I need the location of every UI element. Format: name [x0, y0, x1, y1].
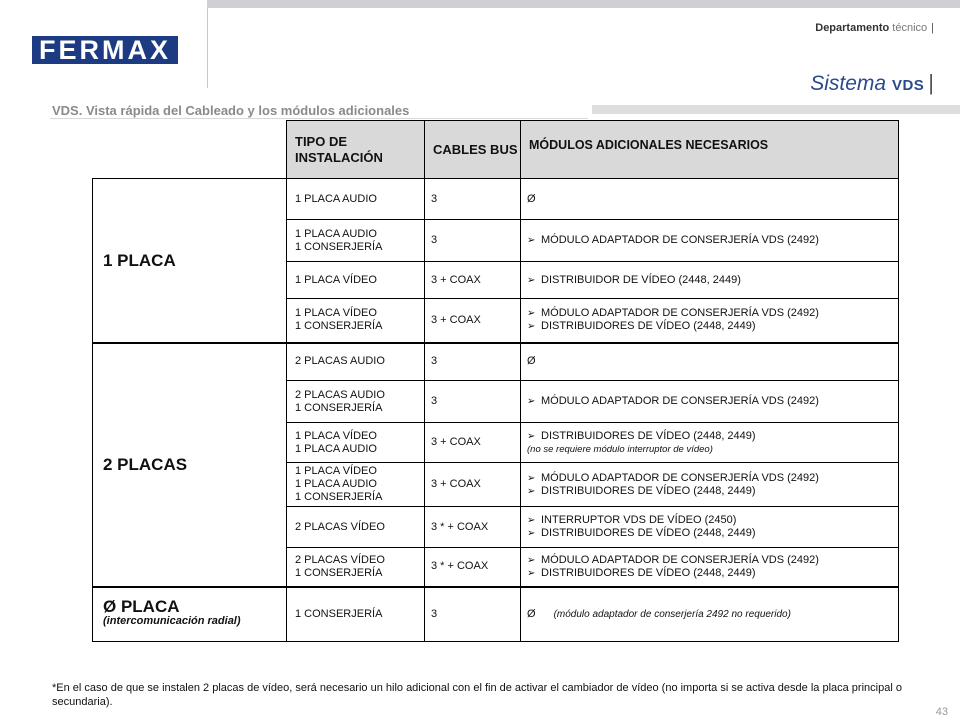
tipo-line: 1 PLACA VÍDEO — [295, 273, 377, 286]
tipo-cell — [287, 381, 425, 423]
dept-rest: técnico — [892, 22, 928, 34]
tipo-cell — [287, 507, 425, 548]
tipo-line: 1 PLACA AUDIO — [295, 442, 377, 455]
tipo-line: 2 PLACAS AUDIO — [295, 388, 385, 401]
arrow-bullet-icon: ➢ — [527, 274, 536, 286]
logo-separator — [207, 8, 208, 88]
arrow-bullet-icon: ➢ — [527, 554, 536, 566]
tipo-line: 1 PLACA VÍDEO — [295, 429, 377, 442]
modulo-text: DISTRIBUIDORES DE VÍDEO (2448, 2449) — [541, 566, 756, 579]
group-sublabel: (intercomunicación radial) — [103, 615, 241, 628]
row-note: (no se requiere módulo interruptor de vídeo) — [527, 443, 713, 455]
modulo-text: MÓDULO ADAPTADOR DE CONSERJERÍA VDS (2492) — [541, 395, 819, 407]
modulos-cell — [521, 507, 899, 548]
modulo-line — [527, 472, 898, 485]
tipo-cell — [287, 262, 425, 299]
modulos-cell — [521, 463, 899, 507]
modulo-text: MÓDULO ADAPTADOR DE CONSERJERÍA VDS (2492) — [541, 553, 819, 566]
modulos-cell — [521, 299, 899, 343]
modulo-line — [527, 554, 898, 567]
tipo-cell — [287, 423, 425, 463]
modulos-cell — [521, 548, 899, 587]
modulo-text: Ø — [527, 607, 536, 620]
tipo-line: 1 CONSERJERÍA — [295, 401, 383, 414]
tipo-line: 1 CONSERJERÍA — [295, 607, 383, 620]
tipo-line: 1 PLACA VÍDEO — [295, 465, 377, 477]
modulos-cell — [521, 220, 899, 262]
modulo-text: MÓDULO ADAPTADOR DE CONSERJERÍA VDS (2492) — [541, 471, 819, 484]
page-subtitle: VDS. Vista rápida del Cableado y los módulos adicionales — [52, 103, 410, 118]
arrow-bullet-icon: ➢ — [527, 567, 536, 579]
tipo-line: 1 CONSERJERÍA — [295, 320, 383, 333]
cables-cell: 3 — [425, 587, 521, 642]
tipo-line: 2 PLACAS AUDIO — [295, 355, 385, 368]
modulos-cell — [521, 381, 899, 423]
header-cables: CABLES BUS — [425, 121, 521, 179]
table-row — [93, 587, 899, 642]
arrow-bullet-icon: ➢ — [527, 396, 536, 407]
table-row — [93, 343, 899, 381]
table-header-row — [93, 121, 899, 179]
cables-cell: 3 — [425, 220, 521, 262]
group-cell — [93, 587, 287, 642]
modulo-line — [527, 430, 898, 443]
modulo-text: DISTRIBUIDORES DE VÍDEO (2448, 2449) — [541, 320, 756, 333]
modulo-text: INTERRUPTOR VDS DE VÍDEO (2450) — [541, 514, 737, 526]
modulo-line — [527, 274, 898, 287]
modulo-line — [527, 608, 898, 621]
modulo-text: Ø — [527, 192, 536, 205]
tipo-line: 1 PLACA AUDIO — [295, 478, 377, 490]
modulos-cell — [521, 423, 899, 463]
subtitle-underline — [50, 118, 588, 119]
sistema-title: Sistema VDS | — [810, 70, 934, 95]
tipo-cell — [287, 343, 425, 381]
tipo-line: 2 PLACAS VÍDEO — [295, 520, 385, 533]
cables-cell: 3 * + COAX — [425, 548, 521, 587]
arrow-bullet-icon: ➢ — [527, 528, 536, 539]
tipo-line: 1 PLACA VÍDEO — [295, 307, 377, 320]
group-label: Ø PLACA — [103, 597, 180, 617]
modulo-line — [527, 395, 898, 408]
row-note: (módulo adaptador de conserjería 2492 no requerido) — [553, 608, 791, 620]
tipo-line: 1 CONSERJERÍA — [295, 240, 383, 253]
modulo-text: DISTRIBUIDORES DE VÍDEO (2448, 2449) — [541, 429, 756, 442]
cables-cell: 3 * + COAX — [425, 507, 521, 548]
page-number: 43 — [935, 706, 948, 718]
tipo-line: 1 CONSERJERÍA — [295, 491, 383, 503]
modulos-cell — [521, 262, 899, 299]
tipo-cell — [287, 179, 425, 220]
arrow-bullet-icon: ➢ — [527, 472, 536, 484]
cables-cell: 3 — [425, 343, 521, 381]
modulo-text: DISTRIBUIDORES DE VÍDEO (2448, 2449) — [541, 484, 756, 497]
modulo-line — [527, 234, 898, 247]
header-bottom-bar — [592, 105, 960, 114]
cables-cell: 3 — [425, 179, 521, 220]
cables-cell: 3 + COAX — [425, 262, 521, 299]
modulos-cell — [521, 179, 899, 220]
tipo-line: 2 PLACAS VÍDEO — [295, 553, 385, 566]
modulo-line — [527, 193, 898, 206]
group-label: 2 PLACAS — [103, 455, 188, 474]
sistema-prefix: Sistema — [810, 72, 887, 95]
modulos-cell — [521, 587, 899, 642]
tipo-cell — [287, 220, 425, 262]
arrow-bullet-icon: ➢ — [527, 515, 536, 526]
modulo-line — [527, 320, 898, 333]
arrow-bullet-icon: ➢ — [527, 430, 536, 442]
group-cell — [93, 343, 287, 587]
arrow-bullet-icon: ➢ — [527, 235, 536, 246]
modulo-line — [527, 307, 898, 320]
tipo-line: 1 PLACA AUDIO — [295, 192, 377, 205]
modulo-line — [527, 527, 898, 540]
dept-bold: Departamento — [815, 22, 890, 34]
modulo-line — [527, 567, 898, 580]
modulos-cell — [521, 343, 899, 381]
modulo-text: Ø — [527, 355, 536, 368]
modulo-text: DISTRIBUIDOR DE VÍDEO (2448, 2449) — [541, 273, 741, 286]
modulo-line — [527, 514, 898, 527]
tipo-cell — [287, 548, 425, 587]
arrow-bullet-icon: ➢ — [527, 321, 536, 333]
fermax-logo: FERMAX — [32, 36, 178, 64]
arrow-bullet-icon: ➢ — [527, 308, 536, 320]
tipo-cell — [287, 463, 425, 507]
group-cell — [93, 179, 287, 343]
modulo-line — [527, 355, 898, 368]
modulo-text: MÓDULO ADAPTADOR DE CONSERJERÍA VDS (2492) — [541, 234, 819, 246]
tipo-cell — [287, 299, 425, 343]
modulo-text: DISTRIBUIDORES DE VÍDEO (2448, 2449) — [541, 527, 756, 539]
cables-cell: 3 — [425, 381, 521, 423]
sistema-bold: VDS — [891, 77, 925, 94]
modulo-line — [527, 485, 898, 498]
header-modulos: MÓDULOS ADICIONALES NECESARIOS — [521, 121, 899, 179]
header-top-bar — [207, 0, 960, 8]
arrow-bullet-icon: ➢ — [527, 485, 536, 497]
modulo-text: MÓDULO ADAPTADOR DE CONSERJERÍA VDS (2492) — [541, 307, 819, 320]
header-tipo: TIPO DE INSTALACIÓN — [287, 121, 425, 179]
table-row — [93, 179, 899, 220]
group-label: 1 PLACA — [103, 250, 176, 270]
tipo-line: 1 CONSERJERÍA — [295, 566, 383, 579]
department-label: Departamento técnico | — [815, 22, 934, 34]
cables-cell: 3 + COAX — [425, 299, 521, 343]
wiring-table — [92, 120, 899, 642]
tipo-line: 1 PLACA AUDIO — [295, 227, 377, 240]
cables-cell: 3 + COAX — [425, 463, 521, 507]
footnote: *En el caso de que se instalen 2 placas de vídeo, será necesario un hilo adicional con el fin de activar el cambiador de vídeo (no importa si se activa desde la placa principal o secundaria). — [52, 682, 902, 708]
tipo-cell — [287, 587, 425, 642]
cables-cell: 3 + COAX — [425, 423, 521, 463]
